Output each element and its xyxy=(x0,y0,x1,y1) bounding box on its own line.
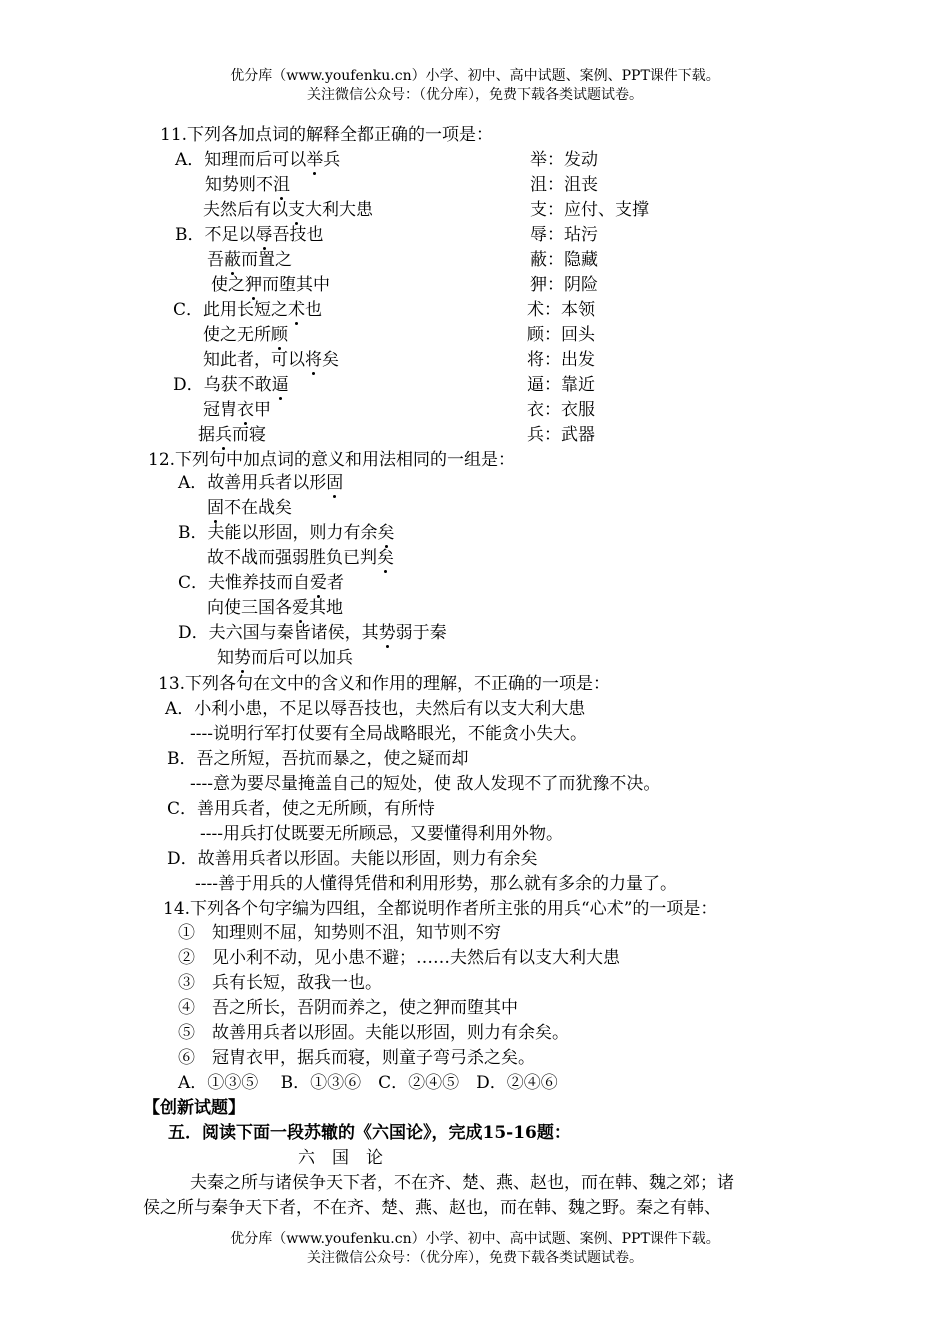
q11-a-sentence-1: A．知理而后可以举兵 xyxy=(175,150,341,170)
essay-paragraph-line1: 夫秦之所与诸侯争天下者，不在齐、楚、燕、赵也，而在韩、魏之郊；诸 xyxy=(190,1173,734,1193)
q13-c-explain: ----用兵打仗既要无所顾忌，又要懂得利用外物。 xyxy=(200,824,563,844)
q12-d-2: 知势而后可以加兵 xyxy=(217,648,353,668)
q11-c-sentence-2: 使之无所顾 xyxy=(203,325,288,345)
q11-c-def-2: 顾：回头 xyxy=(527,325,595,345)
q11-b-def-2: 蔽：隐藏 xyxy=(530,250,598,270)
q11-b-def-3: 狎：阴险 xyxy=(530,275,598,295)
q11-d-sentence-1: D．乌获不敢逼 xyxy=(173,375,289,395)
q11-a-sentence-2: 知势则不沮 xyxy=(205,175,290,195)
q12-d-1: D．夫六国与秦皆诸侯，其势弱于秦 xyxy=(178,623,447,643)
q11-d-def-2: 衣：衣服 xyxy=(527,400,595,420)
q11-a-def-3: 支：应付、支撑 xyxy=(530,200,649,220)
q11-b-sentence-3: 使之狎而堕其中 xyxy=(211,275,330,295)
q14-item-4: ④ 吾之所长，吾阴而养之，使之狎而堕其中 xyxy=(178,998,518,1018)
q14-item-6: ⑥ 冠胄衣甲，据兵而寝，则童子弯弓杀之矣。 xyxy=(178,1048,535,1068)
q12-c-1: C．夫惟养技而自爱者 xyxy=(178,573,345,593)
q5-instruction: 五．阅读下面一段苏辙的《六国论》，完成15-16题： xyxy=(168,1123,571,1143)
q14-item-1: ① 知理则不屈，知势则不沮，知节则不穷 xyxy=(178,923,501,943)
q13-stem: 13.下列各句在文中的含义和作用的理解，不正确的一项是： xyxy=(158,674,611,694)
q11-c-sentence-3: 知此者，可以将矣 xyxy=(203,350,339,370)
q11-d-def-1: 逼：靠近 xyxy=(527,375,595,395)
q13-d: D．故善用兵者以形固。夫能以形固，则力有余矣 xyxy=(167,849,538,869)
q12-stem: 12.下列句中加点词的意义和用法相同的一组是： xyxy=(148,450,516,470)
q12-b-1: B．夫能以形固，则力有余矣 xyxy=(178,523,395,543)
q11-d-sentence-3: 据兵而寝 xyxy=(198,425,266,445)
q11-d-sentence-2: 冠胄衣甲 xyxy=(203,400,271,420)
q14-item-3: ③ 兵有长短，敌我一也。 xyxy=(178,973,382,993)
q14-item-2: ② 见小利不动，见小患不避；……夫然后有以支大利大患 xyxy=(178,948,620,968)
section-heading: 【创新试题】 xyxy=(143,1098,245,1118)
q13-b: B．吾之所短，吾抗而暴之，使之疑而却 xyxy=(167,749,469,769)
page-footer-line1: 优分库（www.youfenku.cn）小学、初中、高中试题、案例、PPT课件下载。 xyxy=(230,1231,720,1247)
q11-stem: 11.下列各加点词的解释全都正确的一项是： xyxy=(160,125,494,145)
q14-options: A．①③⑤ B．①③⑥ C．②④⑤ D．②④⑥ xyxy=(178,1073,558,1093)
q11-c-def-3: 将：出发 xyxy=(527,350,595,370)
q13-d-explain: ----善于用兵的人懂得凭借和利用形势，那么就有多余的力量了。 xyxy=(195,874,677,894)
q12-a-1: A．故善用兵者以形固 xyxy=(178,473,344,493)
q13-a-explain: ----说明行军打仗要有全局战略眼光，不能贪小失大。 xyxy=(190,724,587,744)
q11-a-def-2: 沮：沮丧 xyxy=(530,175,598,195)
q11-b-def-1: 辱：玷污 xyxy=(530,225,598,245)
q13-c: C．善用兵者，使之无所顾，有所恃 xyxy=(167,799,436,819)
q11-c-def-1: 术：本领 xyxy=(527,300,595,320)
q12-a-2: 固不在战矣 xyxy=(207,498,292,518)
q11-a-def-1: 举：发动 xyxy=(530,150,598,170)
page-footer-line2: 关注微信公众号：（优分库），免费下载各类试题试卷。 xyxy=(307,1250,643,1266)
essay-title: 六 国 论 xyxy=(298,1148,383,1168)
page-header-line1: 优分库（www.youfenku.cn）小学、初中、高中试题、案例、PPT课件下载。 xyxy=(230,68,720,84)
q14-item-5: ⑤ 故善用兵者以形固。夫能以形固，则力有余矣。 xyxy=(178,1023,569,1043)
q14-stem: 14.下列各个句字编为四组，全都说明作者所主张的用兵“心术”的一项是： xyxy=(163,899,718,919)
q11-b-sentence-1: B．不足以辱吾技也 xyxy=(175,225,324,245)
q11-d-def-3: 兵：武器 xyxy=(527,425,595,445)
q11-b-sentence-2: 吾蔽而置之 xyxy=(207,250,292,270)
q12-b-2: 故不战而强弱胜负已判矣 xyxy=(207,548,394,568)
essay-paragraph-line2: 侯之所与秦争天下者，不在齐、楚、燕、赵也，而在韩、魏之野。秦之有韩、 xyxy=(143,1198,721,1218)
q13-a: A．小利小患，不足以辱吾技也，夫然后有以支大利大患 xyxy=(165,699,586,719)
q11-a-sentence-3: 夫然后有以支大利大患 xyxy=(203,200,373,220)
q11-c-sentence-1: C．此用长短之术也 xyxy=(173,300,323,320)
q13-b-explain: ----意为要尽量掩盖自己的短处，使 敌人发现不了而犹豫不决。 xyxy=(190,774,661,794)
q12-c-2: 向使三国各爱其地 xyxy=(207,598,343,618)
page-header-line2: 关注微信公众号：（优分库），免费下载各类试题试卷。 xyxy=(307,87,643,103)
